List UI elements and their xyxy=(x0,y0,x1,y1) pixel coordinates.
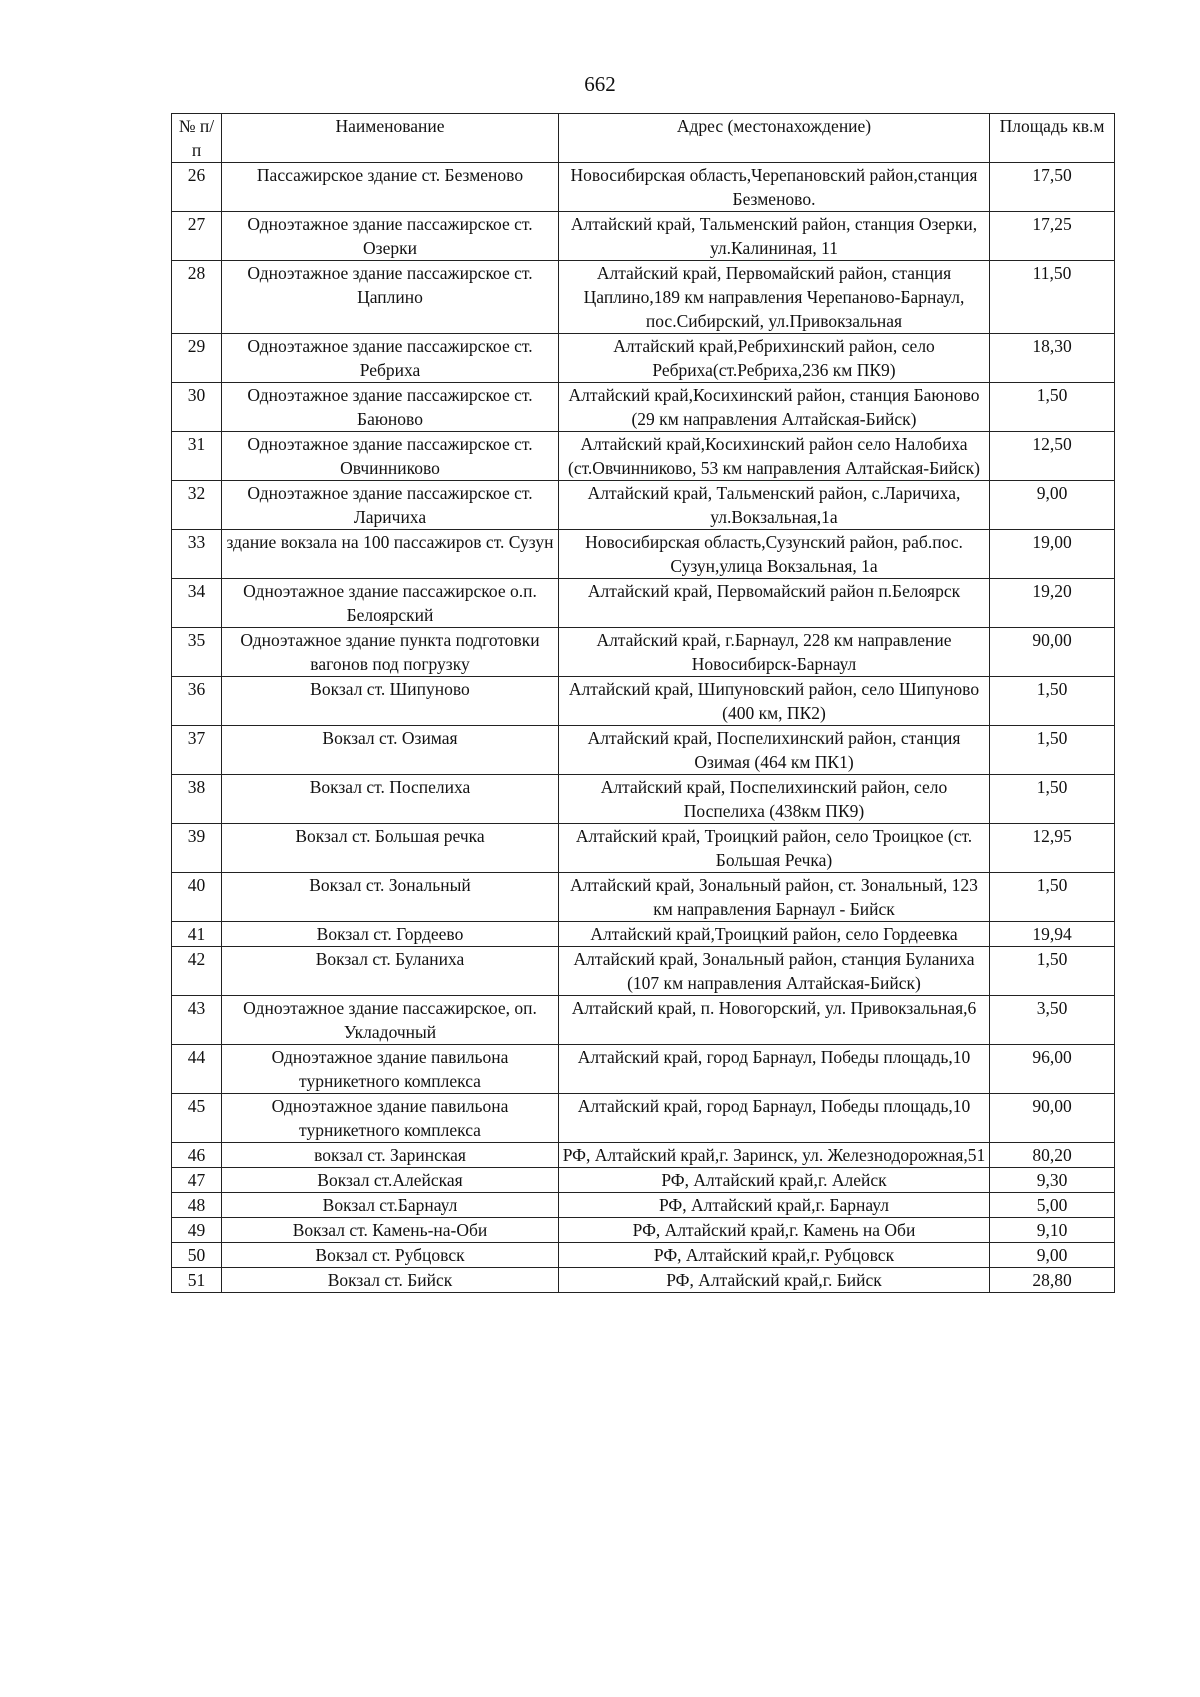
cell-address: Алтайский край, Троицкий район, село Троицкое (ст. Большая Речка) xyxy=(559,824,990,873)
cell-address: РФ, Алтайский край,г. Алейск xyxy=(559,1168,990,1193)
cell-num: 28 xyxy=(172,261,222,334)
property-table xyxy=(171,113,1115,1293)
cell-num: 30 xyxy=(172,383,222,432)
cell-num: 49 xyxy=(172,1218,222,1243)
table-row xyxy=(172,212,1115,261)
cell-address: РФ, Алтайский край,г. Бийск xyxy=(559,1268,990,1293)
cell-num: 29 xyxy=(172,334,222,383)
table-row xyxy=(172,922,1115,947)
cell-address: Алтайский край,Троицкий район, село Гордеевка xyxy=(559,922,990,947)
cell-area: 19,20 xyxy=(990,579,1115,628)
cell-num: 41 xyxy=(172,922,222,947)
cell-num: 43 xyxy=(172,996,222,1045)
header-area: Площадь кв.м xyxy=(990,114,1115,163)
cell-name: Одноэтажное здание пассажирское ст. Овчинниково xyxy=(222,432,559,481)
table-row xyxy=(172,334,1115,383)
cell-name: Одноэтажное здание пункта подготовки вагонов под погрузку xyxy=(222,628,559,677)
table-row xyxy=(172,1094,1115,1143)
cell-area: 1,50 xyxy=(990,775,1115,824)
cell-num: 34 xyxy=(172,579,222,628)
cell-name: Вокзал ст. Бийск xyxy=(222,1268,559,1293)
cell-name: Одноэтажное здание пассажирское о.п. Белоярский xyxy=(222,579,559,628)
cell-num: 51 xyxy=(172,1268,222,1293)
cell-address: Алтайский край, Поспелихинский район, село Поспелиха (438км ПК9) xyxy=(559,775,990,824)
cell-area: 17,25 xyxy=(990,212,1115,261)
table-row xyxy=(172,1168,1115,1193)
cell-address: Алтайский край, Первомайский район, станция Цаплино,189 км направления Черепаново-Барнаул, пос.Сибирский, ул.Привокзальная xyxy=(559,261,990,334)
cell-address: Новосибирская область,Черепановский район,станция Безменово. xyxy=(559,163,990,212)
cell-num: 32 xyxy=(172,481,222,530)
table-row xyxy=(172,1243,1115,1268)
cell-address: Алтайский край, Поспелихинский район, станция Озимая (464 км ПК1) xyxy=(559,726,990,775)
cell-name: Одноэтажное здание павильона турникетного комплекса xyxy=(222,1094,559,1143)
cell-num: 33 xyxy=(172,530,222,579)
cell-name: Вокзал ст.Алейская xyxy=(222,1168,559,1193)
table-row xyxy=(172,432,1115,481)
cell-address: Алтайский край, Зональный район, ст. Зональный, 123 км направления Барнаул - Бийск xyxy=(559,873,990,922)
table-row xyxy=(172,163,1115,212)
table-row xyxy=(172,1218,1115,1243)
cell-area: 5,00 xyxy=(990,1193,1115,1218)
cell-num: 45 xyxy=(172,1094,222,1143)
cell-address: Новосибирская область,Сузунский район, раб.пос. Сузун,улица Вокзальная, 1а xyxy=(559,530,990,579)
cell-area: 1,50 xyxy=(990,947,1115,996)
cell-name: Одноэтажное здание пассажирское ст. Озерки xyxy=(222,212,559,261)
cell-area: 96,00 xyxy=(990,1045,1115,1094)
cell-num: 31 xyxy=(172,432,222,481)
cell-area: 11,50 xyxy=(990,261,1115,334)
table-row xyxy=(172,677,1115,726)
cell-address: РФ, Алтайский край,г. Камень на Оби xyxy=(559,1218,990,1243)
cell-address: Алтайский край, п. Новогорский, ул. Привокзальная,6 xyxy=(559,996,990,1045)
cell-num: 35 xyxy=(172,628,222,677)
cell-area: 80,20 xyxy=(990,1143,1115,1168)
cell-num: 50 xyxy=(172,1243,222,1268)
table-row xyxy=(172,1268,1115,1293)
cell-name: Вокзал ст. Поспелиха xyxy=(222,775,559,824)
table-row xyxy=(172,996,1115,1045)
table-row xyxy=(172,628,1115,677)
cell-num: 42 xyxy=(172,947,222,996)
cell-area: 19,94 xyxy=(990,922,1115,947)
cell-name: Вокзал ст. Гордеево xyxy=(222,922,559,947)
cell-num: 39 xyxy=(172,824,222,873)
cell-name: Вокзал ст. Шипуново xyxy=(222,677,559,726)
cell-name: Одноэтажное здание пассажирское, оп. Укладочный xyxy=(222,996,559,1045)
cell-area: 19,00 xyxy=(990,530,1115,579)
cell-address: Алтайский край, Тальменский район, станция Озерки, ул.Калининая, 11 xyxy=(559,212,990,261)
cell-area: 12,50 xyxy=(990,432,1115,481)
cell-name: Пассажирское здание ст. Безменово xyxy=(222,163,559,212)
cell-area: 90,00 xyxy=(990,628,1115,677)
table-row xyxy=(172,481,1115,530)
cell-address: Алтайский край, Первомайский район п.Белоярск xyxy=(559,579,990,628)
cell-area: 1,50 xyxy=(990,383,1115,432)
cell-name: здание вокзала на 100 пассажиров ст. Сузун xyxy=(222,530,559,579)
cell-num: 27 xyxy=(172,212,222,261)
cell-area: 18,30 xyxy=(990,334,1115,383)
cell-num: 37 xyxy=(172,726,222,775)
cell-name: Одноэтажное здание пассажирское ст. Баюново xyxy=(222,383,559,432)
table-row xyxy=(172,775,1115,824)
cell-area: 17,50 xyxy=(990,163,1115,212)
table-row xyxy=(172,1193,1115,1218)
cell-area: 1,50 xyxy=(990,726,1115,775)
cell-num: 38 xyxy=(172,775,222,824)
table-header xyxy=(172,114,1115,163)
table-row xyxy=(172,947,1115,996)
cell-address: Алтайский край,Косихинский район, станция Баюново (29 км направления Алтайская-Бийск) xyxy=(559,383,990,432)
header-address: Адрес (местонахождение) xyxy=(559,114,990,163)
cell-name: Вокзал ст.Барнаул xyxy=(222,1193,559,1218)
cell-address: РФ, Алтайский край,г. Заринск, ул. Железнодорожная,51 xyxy=(559,1143,990,1168)
cell-num: 44 xyxy=(172,1045,222,1094)
cell-area: 1,50 xyxy=(990,677,1115,726)
cell-num: 48 xyxy=(172,1193,222,1218)
table-row xyxy=(172,1045,1115,1094)
table-row xyxy=(172,726,1115,775)
cell-name: Вокзал ст. Большая речка xyxy=(222,824,559,873)
cell-num: 47 xyxy=(172,1168,222,1193)
table-body xyxy=(172,163,1115,1293)
cell-address: Алтайский край, Зональный район, станция Буланиха (107 км направления Алтайская-Бийск) xyxy=(559,947,990,996)
cell-area: 3,50 xyxy=(990,996,1115,1045)
cell-address: Алтайский край,Ребрихинский район, село Ребриха(ст.Ребриха,236 км ПК9) xyxy=(559,334,990,383)
cell-name: вокзал ст. Заринская xyxy=(222,1143,559,1168)
cell-name: Вокзал ст. Озимая xyxy=(222,726,559,775)
table-row xyxy=(172,873,1115,922)
cell-area: 12,95 xyxy=(990,824,1115,873)
cell-area: 1,50 xyxy=(990,873,1115,922)
cell-address: Алтайский край, Шипуновский район, село Шипуново (400 км, ПК2) xyxy=(559,677,990,726)
cell-name: Вокзал ст. Буланиха xyxy=(222,947,559,996)
cell-name: Вокзал ст. Рубцовск xyxy=(222,1243,559,1268)
table-row xyxy=(172,261,1115,334)
page-number: 662 xyxy=(584,72,616,96)
cell-num: 46 xyxy=(172,1143,222,1168)
cell-name: Одноэтажное здание павильона турникетного комплекса xyxy=(222,1045,559,1094)
cell-address: РФ, Алтайский край,г. Рубцовск xyxy=(559,1243,990,1268)
cell-num: 36 xyxy=(172,677,222,726)
cell-name: Вокзал ст. Зональный xyxy=(222,873,559,922)
cell-area: 9,30 xyxy=(990,1168,1115,1193)
cell-name: Одноэтажное здание пассажирское ст. Цаплино xyxy=(222,261,559,334)
cell-num: 40 xyxy=(172,873,222,922)
table-row xyxy=(172,383,1115,432)
cell-area: 9,00 xyxy=(990,481,1115,530)
cell-area: 28,80 xyxy=(990,1268,1115,1293)
cell-name: Одноэтажное здание пассажирское ст. Ларичиха xyxy=(222,481,559,530)
table-row xyxy=(172,1143,1115,1168)
table-row xyxy=(172,579,1115,628)
header-num: № п/п xyxy=(172,114,222,163)
cell-area: 90,00 xyxy=(990,1094,1115,1143)
header-name: Наименование xyxy=(222,114,559,163)
cell-address: Алтайский край, город Барнаул, Победы площадь,10 xyxy=(559,1094,990,1143)
cell-name: Вокзал ст. Камень-на-Оби xyxy=(222,1218,559,1243)
cell-area: 9,00 xyxy=(990,1243,1115,1268)
cell-address: Алтайский край, Тальменский район, с.Ларичиха, ул.Вокзальная,1а xyxy=(559,481,990,530)
cell-address: Алтайский край, город Барнаул, Победы площадь,10 xyxy=(559,1045,990,1094)
table-row xyxy=(172,530,1115,579)
cell-area: 9,10 xyxy=(990,1218,1115,1243)
cell-address: Алтайский край, г.Барнаул, 228 км направление Новосибирск-Барнаул xyxy=(559,628,990,677)
cell-name: Одноэтажное здание пассажирское ст. Ребриха xyxy=(222,334,559,383)
cell-address: Алтайский край,Косихинский район село Налобиха (ст.Овчинниково, 53 км направления Алтайская-Бийск) xyxy=(559,432,990,481)
table-row xyxy=(172,824,1115,873)
cell-num: 26 xyxy=(172,163,222,212)
cell-address: РФ, Алтайский край,г. Барнаул xyxy=(559,1193,990,1218)
